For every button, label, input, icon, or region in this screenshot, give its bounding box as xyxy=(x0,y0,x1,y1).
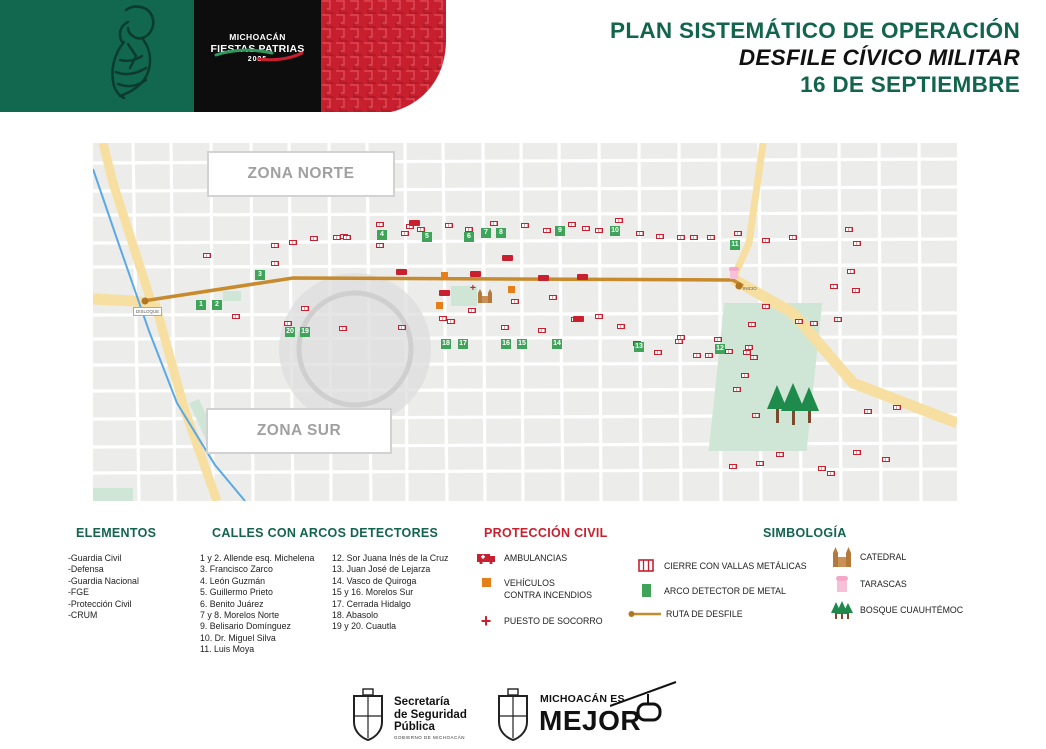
detector-arch-14: 14 xyxy=(553,340,561,347)
legend-bosque xyxy=(830,601,963,619)
ambulance-icon xyxy=(476,552,496,564)
cathedral-marker xyxy=(477,289,493,303)
detector-arch-11: 11 xyxy=(731,241,739,248)
metal-barrier-marker xyxy=(882,457,890,462)
detector-arch-7: 7 xyxy=(481,228,491,238)
fire-truck-marker xyxy=(441,272,448,279)
metal-barrier-marker xyxy=(654,350,662,355)
calle-item: 4. León Guzmán xyxy=(200,575,266,586)
ambulance-marker xyxy=(396,269,407,275)
metal-barrier-marker xyxy=(284,321,292,326)
logo-line-1: MICHOACÁN xyxy=(229,32,286,42)
calle-item: 11. Luis Moya xyxy=(200,644,255,655)
metal-barrier-marker xyxy=(733,387,741,392)
legend-bosque-label: BOSQUE CUAUHTÉMOC xyxy=(860,605,964,615)
fire-truck-icon xyxy=(482,578,491,587)
metal-barrier-marker xyxy=(834,317,842,322)
legend-ambulancias-label: AMBULANCIAS xyxy=(504,553,568,563)
calle-item: 17. Cerrada Hidalgo xyxy=(332,598,411,609)
greca-pattern xyxy=(321,0,446,112)
calle-item: 18. Abasolo xyxy=(332,610,378,621)
elementos-item: -Guardia Civil xyxy=(68,553,122,563)
metal-barrier-marker xyxy=(690,235,698,240)
metal-barrier-marker xyxy=(582,226,590,231)
calle-item: 6. Benito Juárez xyxy=(200,598,264,609)
metal-barrier-marker xyxy=(521,223,529,228)
calles-list-col1 xyxy=(200,553,314,656)
ssp-name xyxy=(394,696,467,734)
metal-barrier-marker xyxy=(445,223,453,228)
detector-arch-13: 13 xyxy=(635,343,643,350)
metal-barrier-marker xyxy=(741,373,749,378)
michoacan-seal-icon xyxy=(350,688,386,742)
metal-barrier-marker xyxy=(310,236,318,241)
legend-tarascas-label: TARASCAS xyxy=(860,579,907,589)
metal-barrier-marker xyxy=(677,235,685,240)
metal-barrier-marker xyxy=(707,235,715,240)
elementos-item: -CRUM xyxy=(68,610,98,621)
elementos-item: -Protección Civil xyxy=(68,598,132,609)
metal-barrier-marker xyxy=(301,306,309,311)
ambulance-marker xyxy=(538,275,549,281)
ssp-line-1: Secretaría xyxy=(394,696,450,708)
ssp-subtitle: GOBIERNO DE MICHOACÁN xyxy=(394,735,466,740)
detector-arch-8: 8 xyxy=(496,228,506,238)
metal-barrier-marker xyxy=(595,314,603,319)
metal-barrier-marker xyxy=(203,253,211,258)
legend-catedral-label: CATEDRAL xyxy=(860,552,907,562)
detector-arch-17: 17 xyxy=(459,340,467,347)
detector-arch-5: 5 xyxy=(422,232,432,242)
metal-barrier-marker xyxy=(289,240,297,245)
detector-arch-19: 19 xyxy=(301,328,309,335)
logo-swoosh-icon xyxy=(214,47,304,63)
calle-item: 12. Sor Juana Inés de la Cruz xyxy=(332,553,449,563)
logo-line-3: 2025 xyxy=(247,56,268,63)
metal-barrier-marker xyxy=(568,222,576,227)
metal-barrier-marker xyxy=(893,405,901,410)
metal-barrier-marker xyxy=(847,269,855,274)
metal-barrier-marker xyxy=(595,228,603,233)
metal-barrier-marker xyxy=(864,409,872,414)
elementos-list xyxy=(68,553,139,621)
legend-socorro xyxy=(474,611,603,631)
calle-item: 15 y 16. Morelos Sur xyxy=(332,587,414,598)
route-end-dot xyxy=(142,298,149,305)
legend-catedral xyxy=(830,547,906,567)
metal-barrier-marker xyxy=(714,337,722,342)
legend-cierre xyxy=(634,559,807,572)
route-start-label: INICIO xyxy=(743,286,757,291)
metal-barrier-marker xyxy=(845,227,853,232)
header-green-panel xyxy=(0,0,194,112)
metal-barrier-marker xyxy=(501,325,509,330)
metal-barrier-marker xyxy=(538,328,546,333)
metal-barrier-marker xyxy=(232,314,240,319)
ambulance-marker xyxy=(470,271,481,277)
metal-barrier-marker xyxy=(490,221,498,226)
detector-arch-2: 2 xyxy=(212,300,222,310)
metal-barrier-marker xyxy=(776,452,784,457)
title-line-1: PLAN SISTEMÁTICO DE OPERACIÓN xyxy=(610,18,1020,43)
metal-barrier-marker xyxy=(729,464,737,469)
legend-tarascas xyxy=(830,575,907,593)
metal-barrier-marker xyxy=(339,326,347,331)
zone-north-box: ZONA NORTE xyxy=(207,151,395,197)
detector-arch-4: 4 xyxy=(377,230,387,240)
ambulance-marker xyxy=(573,316,584,322)
calle-item: 7 y 8. Morelos Norte xyxy=(200,610,280,621)
detector-arch-10: 10 xyxy=(611,227,619,234)
detector-arch-3: 3 xyxy=(255,270,265,280)
metal-barrier-marker xyxy=(398,325,406,330)
metal-barrier-marker xyxy=(725,349,733,354)
metal-barrier-marker xyxy=(748,322,756,327)
michoacan-seal-icon-2 xyxy=(496,688,530,742)
metal-barrier-marker xyxy=(271,261,279,266)
route-end-label: DISLOQUE xyxy=(133,307,162,316)
metal-barrier-marker xyxy=(734,231,742,236)
logo-line-2: FIESTAS PATRIAS xyxy=(210,43,305,55)
small-park-area xyxy=(223,291,241,301)
detector-arch-icon xyxy=(642,584,651,597)
zone-south-box: ZONA SUR xyxy=(206,408,392,454)
metal-barrier-marker xyxy=(756,461,764,466)
detector-arch-20: 20 xyxy=(286,328,294,335)
title-line-2: DESFILE CÍVICO MILITAR xyxy=(738,45,1020,70)
detector-arch-9: 9 xyxy=(555,226,565,236)
title-block xyxy=(610,17,1020,98)
fire-truck-marker xyxy=(508,286,515,293)
calle-item: 19 y 20. Cuautla xyxy=(332,621,397,632)
legend-ruta xyxy=(628,609,743,619)
legend-vehiculos-label-2: CONTRA INCENDIOS xyxy=(504,589,592,600)
bosque-trees-icon xyxy=(765,383,821,427)
fire-truck-marker xyxy=(436,302,443,309)
ambulance-marker xyxy=(577,274,588,280)
calle-item: 13. Juan José de Lejarza xyxy=(332,564,431,575)
cable-car-icon xyxy=(610,680,680,722)
metal-barrier-marker xyxy=(675,339,683,344)
metal-barrier-marker xyxy=(705,353,713,358)
metal-barrier-marker xyxy=(853,450,861,455)
metal-barrier-marker xyxy=(271,243,279,248)
ambulance-marker xyxy=(439,290,450,296)
detector-arch-18: 18 xyxy=(442,340,450,347)
metal-barrier-marker xyxy=(447,319,455,324)
metal-barrier-marker xyxy=(693,353,701,358)
metal-barrier-marker xyxy=(795,319,803,324)
title-line-3: 16 DE SEPTIEMBRE xyxy=(800,72,1020,97)
calle-item: 14. Vasco de Quiroga xyxy=(332,575,417,586)
metal-barrier-marker xyxy=(615,218,623,223)
legend-cierre-label: CIERRE CON VALLAS METÁLICAS xyxy=(664,560,807,571)
metal-barrier-marker xyxy=(343,235,351,240)
detector-arch-16: 16 xyxy=(502,340,510,347)
metal-barrier-marker xyxy=(750,355,758,360)
metal-barrier-marker xyxy=(762,304,770,309)
elementos-item: -FGE xyxy=(68,587,90,598)
corner-park-area xyxy=(93,488,133,501)
first-aid-icon: + xyxy=(480,611,492,631)
tarascas-icon xyxy=(833,575,851,593)
detector-arch-12: 12 xyxy=(716,345,724,352)
cathedral-icon xyxy=(832,547,852,567)
legend-socorro-label: PUESTO DE SOCORRO xyxy=(504,616,603,626)
first-aid-post-marker: + xyxy=(470,283,476,294)
legend-arco-label: ARCO DETECTOR DE METAL xyxy=(664,585,786,596)
metal-barrier-marker xyxy=(789,235,797,240)
legend-vehiculos-label-1: VEHÍCULOS xyxy=(504,578,555,588)
tarascas-marker xyxy=(727,265,741,281)
trees-icon xyxy=(831,601,853,619)
metal-barrier-marker xyxy=(656,234,664,239)
elementos-item: -Guardia Nacional xyxy=(68,575,139,586)
metal-barrier-marker xyxy=(617,324,625,329)
legend-arco xyxy=(634,584,786,597)
detector-arch-6: 6 xyxy=(464,232,474,242)
parade-route-map[interactable] xyxy=(93,143,957,501)
mejor-text: MEJOR xyxy=(539,705,642,736)
legend-ruta-label: RUTA DE DESFILE xyxy=(666,609,743,619)
metal-barrier-icon xyxy=(638,559,654,572)
legend-vehiculos xyxy=(474,578,592,601)
metal-barrier-marker xyxy=(818,466,826,471)
metal-barrier-marker xyxy=(376,243,384,248)
calle-item: 3. Francisco Zarco xyxy=(200,564,273,575)
elementos-item: -Defensa xyxy=(68,564,104,575)
watermark-seal xyxy=(279,273,431,425)
metal-barrier-marker xyxy=(830,284,838,289)
ambulance-marker xyxy=(409,220,420,226)
metal-barrier-marker xyxy=(468,308,476,313)
michoacan-es-text: MICHOACÁN ES xyxy=(540,693,625,705)
metal-barrier-marker xyxy=(376,222,384,227)
calle-item: 5. Guillermo Prieto xyxy=(200,587,273,598)
header-red-pattern-panel xyxy=(321,0,446,112)
legend-proteccion-title: PROTECCIÓN CIVIL xyxy=(484,526,608,540)
metal-barrier-marker xyxy=(762,238,770,243)
detector-arch-15: 15 xyxy=(518,340,526,347)
metal-barrier-marker xyxy=(853,241,861,246)
metal-barrier-marker xyxy=(543,228,551,233)
legend-simbologia-title: SIMBOLOGÍA xyxy=(763,526,847,540)
metal-barrier-marker xyxy=(810,321,818,326)
metal-barrier-marker xyxy=(636,231,644,236)
calle-item: 9. Belisario Domínguez xyxy=(200,621,291,632)
parade-route-icon xyxy=(628,610,664,618)
calle-item: 10. Dr. Miguel Silva xyxy=(200,632,276,643)
detector-arch-1: 1 xyxy=(196,300,206,310)
metal-barrier-marker xyxy=(752,413,760,418)
ssp-line-3: Pública xyxy=(394,721,435,733)
calle-item: 1 y 2. Allende esq. Michelena xyxy=(200,553,315,563)
metal-barrier-marker xyxy=(401,231,409,236)
metal-barrier-marker xyxy=(827,471,835,476)
metal-barrier-marker xyxy=(852,288,860,293)
metal-barrier-marker xyxy=(511,299,519,304)
ssp-line-2: de Seguridad xyxy=(394,708,467,721)
legend-ambulancias xyxy=(474,552,567,564)
metal-barrier-marker xyxy=(549,295,557,300)
ambulance-marker xyxy=(502,255,513,261)
calles-list-col2 xyxy=(332,553,448,633)
metal-barrier-marker xyxy=(439,316,447,321)
legend-elementos-title: ELEMENTOS xyxy=(76,526,157,540)
route-start-dot xyxy=(736,283,743,290)
legend-calles-title: CALLES CON ARCOS DETECTORES xyxy=(212,526,439,540)
independence-hero-illustration xyxy=(0,0,194,112)
